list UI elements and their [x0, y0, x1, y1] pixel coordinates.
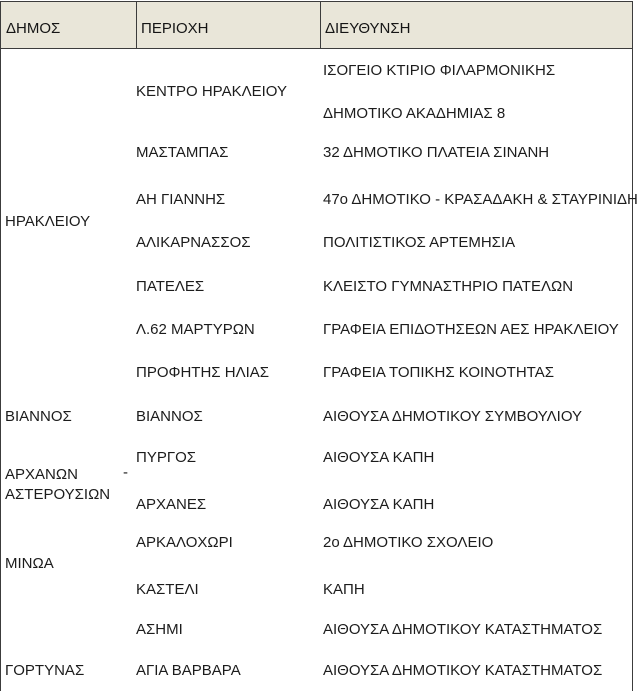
address-cell: ΚΑΠΗ [323, 581, 365, 598]
address-cell: ΔΗΜΟΤΙΚΟ ΑΚΑΔΗΜΙΑΣ 8 [323, 105, 506, 122]
address-cell: 32 ΔΗΜΟΤΙΚΟ ΠΛΑΤΕΙΑ ΣΙΝΑΝΗ [323, 144, 550, 161]
area-cell: ΑΓΙΑ ΒΑΡΒΑΡΑ [136, 662, 241, 679]
header-cell-municipality: ΔΗΜΟΣ [1, 2, 137, 48]
header-cell-address: ΔΙΕΥΘΥΝΣΗ [325, 19, 411, 37]
address-cell: 2ο ΔΗΜΟΤΙΚΟ ΣΧΟΛΕΙΟ [323, 534, 494, 551]
table-outer-frame [0, 1, 633, 691]
area-cell: ΑΗ ΓΙΑΝΝΗΣ [136, 191, 226, 208]
address-cell: ΑΙΘΟΥΣΑ ΚΑΠΗ [323, 496, 435, 513]
address-cell: ΑΙΘΟΥΣΑ ΔΗΜΟΤΙΚΟΥ ΚΑΤΑΣΤΗΜΑΤΟΣ [323, 621, 603, 638]
area-cell: ΚΕΝΤΡΟ ΗΡΑΚΛΕΙΟΥ [136, 83, 287, 100]
area-cell: ΑΛΙΚΑΡΝΑΣΣΟΣ [136, 234, 251, 251]
area-cell: ΑΡΚΑΛΟΧΩΡΙ [136, 534, 233, 551]
address-cell: ΙΣΟΓΕΙΟ ΚΤΙΡΙΟ ΦΙΛΑΡΜΟΝΙΚΗΣ [323, 62, 556, 79]
municipality-line-1: ΑΡΧΑΝΩΝ [5, 466, 78, 483]
area-cell: ΠΑΤΕΛΕΣ [136, 278, 205, 295]
address-cell: ΑΙΘΟΥΣΑ ΔΗΜΟΤΙΚΟΥ ΚΑΤΑΣΤΗΜΑΤΟΣ [323, 662, 603, 679]
header-cell-area: ΠΕΡΙΟΧΗ [137, 2, 321, 48]
area-cell: ΑΣΗΜΙ [136, 621, 183, 638]
area-cell: ΚΑΣΤΕΛΙ [136, 581, 199, 598]
address-cell: ΠΟΛΙΤΙΣΤΙΚΟΣ ΑΡΤΕΜΗΣΙΑ [323, 234, 516, 251]
address-cell: ΑΙΘΟΥΣΑ ΔΗΜΟΤΙΚΟΥ ΣΥΜΒΟΥΛΙΟΥ [323, 408, 583, 425]
area-cell: ΑΡΧΑΝΕΣ [136, 496, 207, 513]
area-cell: ΠΡΟΦΗΤΗΣ ΗΛΙΑΣ [136, 364, 270, 381]
area-cell: ΜΑΣΤΑΜΠΑΣ [136, 144, 229, 161]
area-cell: Λ.62 ΜΑΡΤΥΡΩΝ [136, 321, 255, 338]
area-cell: ΒΙΑΝΝΟΣ [136, 408, 203, 425]
municipality-cell: ΒΙΑΝΝΟΣ [5, 408, 72, 425]
municipality-line-2: ΑΣΤΕΡΟΥΣΙΩΝ [5, 486, 111, 503]
area-cell: ΠΥΡΓΟΣ [136, 449, 197, 466]
address-cell: ΚΛΕΙΣΤΟ ΓΥΜΝΑΣΤΗΡΙΟ ΠΑΤΕΛΩΝ [323, 278, 574, 295]
address-cell: ΑΙΘΟΥΣΑ ΚΑΠΗ [323, 449, 435, 466]
table-header-row [0, 1, 633, 49]
address-cell: ΓΡΑΦΕΙΑ ΤΟΠΙΚΗΣ ΚΟΙΝΟΤΗΤΑΣ [323, 364, 554, 381]
municipality-cell [5, 465, 130, 505]
municipality-cell: ΗΡΑΚΛΕΙΟΥ [5, 213, 91, 230]
address-cell: ΓΡΑΦΕΙΑ ΕΠΙΔΟΤΗΣΕΩΝ ΑΕΣ ΗΡΑΚΛΕΙΟΥ [323, 321, 619, 338]
municipality-cell: ΓΟΡΤΥΝΑΣ [5, 662, 85, 679]
municipality-cell: ΜΙΝΩΑ [5, 555, 54, 572]
municipality-separator-dash: - [123, 464, 128, 481]
address-cell: 47ο ΔΗΜΟΤΙΚΟ - ΚΡΑΣΑΔΑΚΗ & ΣΤΑΥΡΙΝΙΔΗ [323, 191, 638, 208]
